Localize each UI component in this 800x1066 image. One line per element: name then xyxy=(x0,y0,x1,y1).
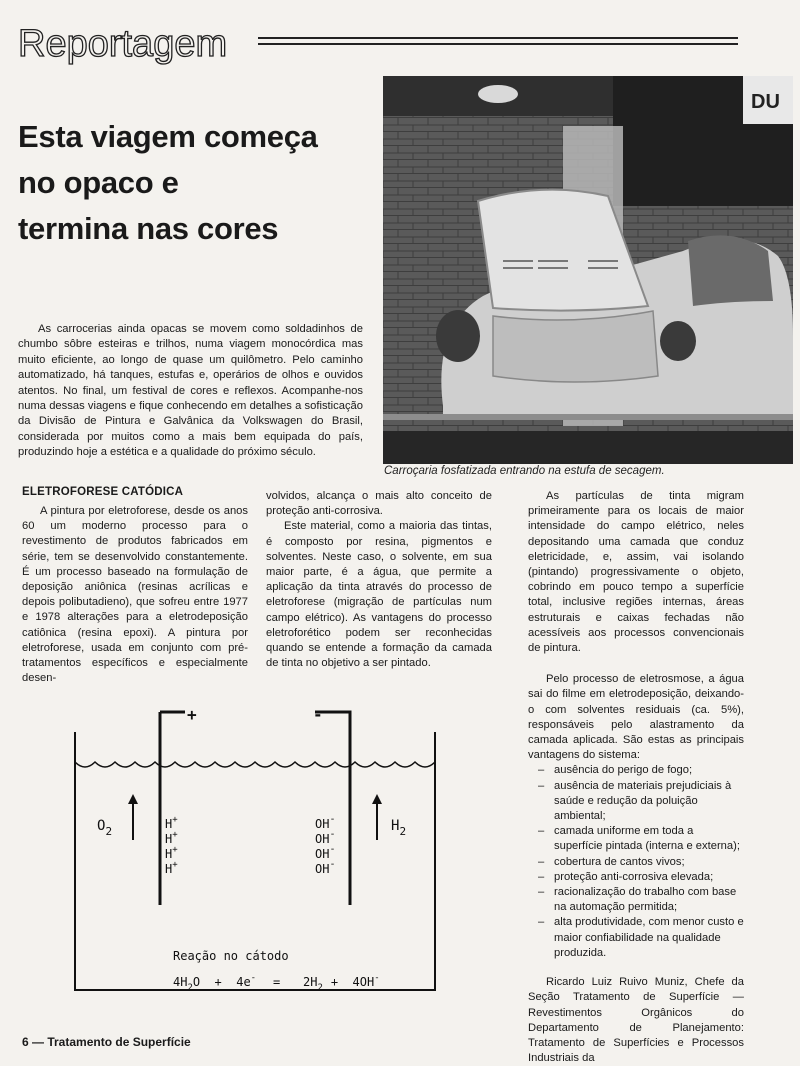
advantages-list xyxy=(528,763,744,961)
paragraph: Pelo processo de eletrosmose, a água sai do filme em eletrodeposição, deixando-o com solventes residuais (ca. 5%), responsáveis pelo alastramento da camada aplicada. São estas as principais vantagens do sistema: xyxy=(528,673,744,762)
car-body-illustration xyxy=(383,76,793,464)
intro-paragraph: As carrocerias ainda opacas se movem como soldadinhos de chumbo sôbre esteiras e trilhos, numa viagem monocórdica mas muito eficiente, ao longo de quase um quilômetro. Pelo caminho automatizado, há tanques, estufas e, operários de olhos e ouvidos atentos. No final, um festival de cores e reflexos. Acompanhe-nos numa dessas viagens e fique conhecendo em detalhes a sofisticação da Divisão de Pintura e Galvânica da Volkswagen do Brasil, considerada por muitos como a mais bem equipada do país, produzindo hoje a estética e a qualidade do próximo século. xyxy=(18,323,363,459)
h-ion: H+ xyxy=(165,815,178,831)
column-3 xyxy=(528,489,744,1066)
oh-ion: OH- xyxy=(315,814,336,831)
car-body-photo xyxy=(383,76,793,464)
cathode-sign: - xyxy=(313,705,323,724)
oh-ion: OH- xyxy=(315,844,336,861)
section-subhead: ELETROFORESE CATÓDICA xyxy=(22,486,184,498)
reaction-equation: $4H_2O + 4e^- = 2H_2 + 4OH^-$ xyxy=(173,973,380,993)
o2-arrow-head xyxy=(128,794,138,804)
list-item: – ausência de materiais prejudiciais à saúde e redução da poluição ambiental; xyxy=(528,779,744,825)
cathode xyxy=(315,712,350,905)
header-rule-top xyxy=(258,37,738,39)
o2-label: $O_2$ xyxy=(97,818,113,838)
column-2 xyxy=(266,489,492,671)
photo-caption: Carroçaria fosfatizada entrando na estufa de secagem. xyxy=(384,465,665,477)
list-item: – proteção anti-corrosiva elevada; xyxy=(528,870,744,885)
paragraph: As partículas de tinta migram primeiramente para os locais de maior intensidade do campo elétrico, neles depositando uma camada que conduz eletricidade, e, assim, vai isolando (pintando) progressivamente o objeto, cobrindo em pouco tempo a superfície total, inclusive regiões internas, áreas estruturais e caixas fechadas não acessíveis aos processos convencionais de pintura. xyxy=(528,490,744,655)
svg-text:DU: DU xyxy=(751,91,780,113)
liquid-surface xyxy=(75,762,435,767)
list-item: – ausência do perigo de fogo; xyxy=(528,763,744,778)
paragraph: volvidos, alcança o mais alto conceito de proteção anti-corrosiva. xyxy=(266,490,492,518)
oh-ion: OH- xyxy=(315,859,336,876)
h2-label: $H_2$ xyxy=(391,818,407,838)
list-item: – camada uniforme em toda a superfície pintada (interna e externa); xyxy=(528,824,744,854)
list-item: – cobertura de cantos vivos; xyxy=(528,855,744,870)
section-title: Reportagem xyxy=(18,23,228,65)
paragraph: Este material, como a maioria das tintas, é composto por resina, pigmentos e solventes. Neste caso, o solvente, em sua maior parte, é a água, que permite a aplicação da tinta através do processo de eletroforese (migração de partículas num campo elétrico). As vantagens do processo eletroforético podem ser reconhecidas quando se entende a formação da camada de tinta no objetivo a ser pintado. xyxy=(266,520,492,670)
paragraph: A pintura por eletroforese, desde os anos 60 um moderno processo para o revestimento de produtos fabricados em série, tem se desenvolvido constantemente. É um processo baseado na formulação de deposição aniônica (resinas acrílicas e depois polibutadieno), que sofreu entre 1977 e 1978 alterações para a eletrodeposição catiônica (resina epoxi). A pintura por eletroforese, usada em conjunto com pré-tratamentos específicos e especialmente desen- xyxy=(22,505,248,685)
anode xyxy=(160,712,185,905)
electrophoresis-diagram xyxy=(15,690,510,1022)
list-item: – alta produtividade, com menor custo e maior confiabilidade na qualidade produzida. xyxy=(528,915,744,961)
headline xyxy=(18,114,358,252)
h-ion: H+ xyxy=(165,845,178,861)
headline-line: termina nas cores xyxy=(18,211,279,246)
h-ion: H+ xyxy=(165,860,178,876)
header-rule-bottom xyxy=(258,43,738,45)
column-1 xyxy=(22,504,248,686)
list-item: – racionalização do trabalho com base na automação permitida; xyxy=(528,885,744,915)
headline-line: no opaco e xyxy=(18,165,179,200)
h2-arrow-head xyxy=(372,794,382,804)
reaction-title: Reação no cátodo xyxy=(173,949,289,963)
anode-sign: + xyxy=(187,705,197,724)
page-footer: 6 — Tratamento de Superfície xyxy=(22,1035,191,1049)
oh-ion: OH- xyxy=(315,829,336,846)
author-signature: Ricardo Luiz Ruivo Muniz, Chefe da Seção Tratamento de Superfície — Revestimentos Orgânicos do Departamento de Planejamento: Tratamento de Superfícies e Processos Industriais da xyxy=(528,976,744,1065)
headline-line: Esta viagem começa xyxy=(18,119,318,154)
h-ion: H+ xyxy=(165,830,178,846)
